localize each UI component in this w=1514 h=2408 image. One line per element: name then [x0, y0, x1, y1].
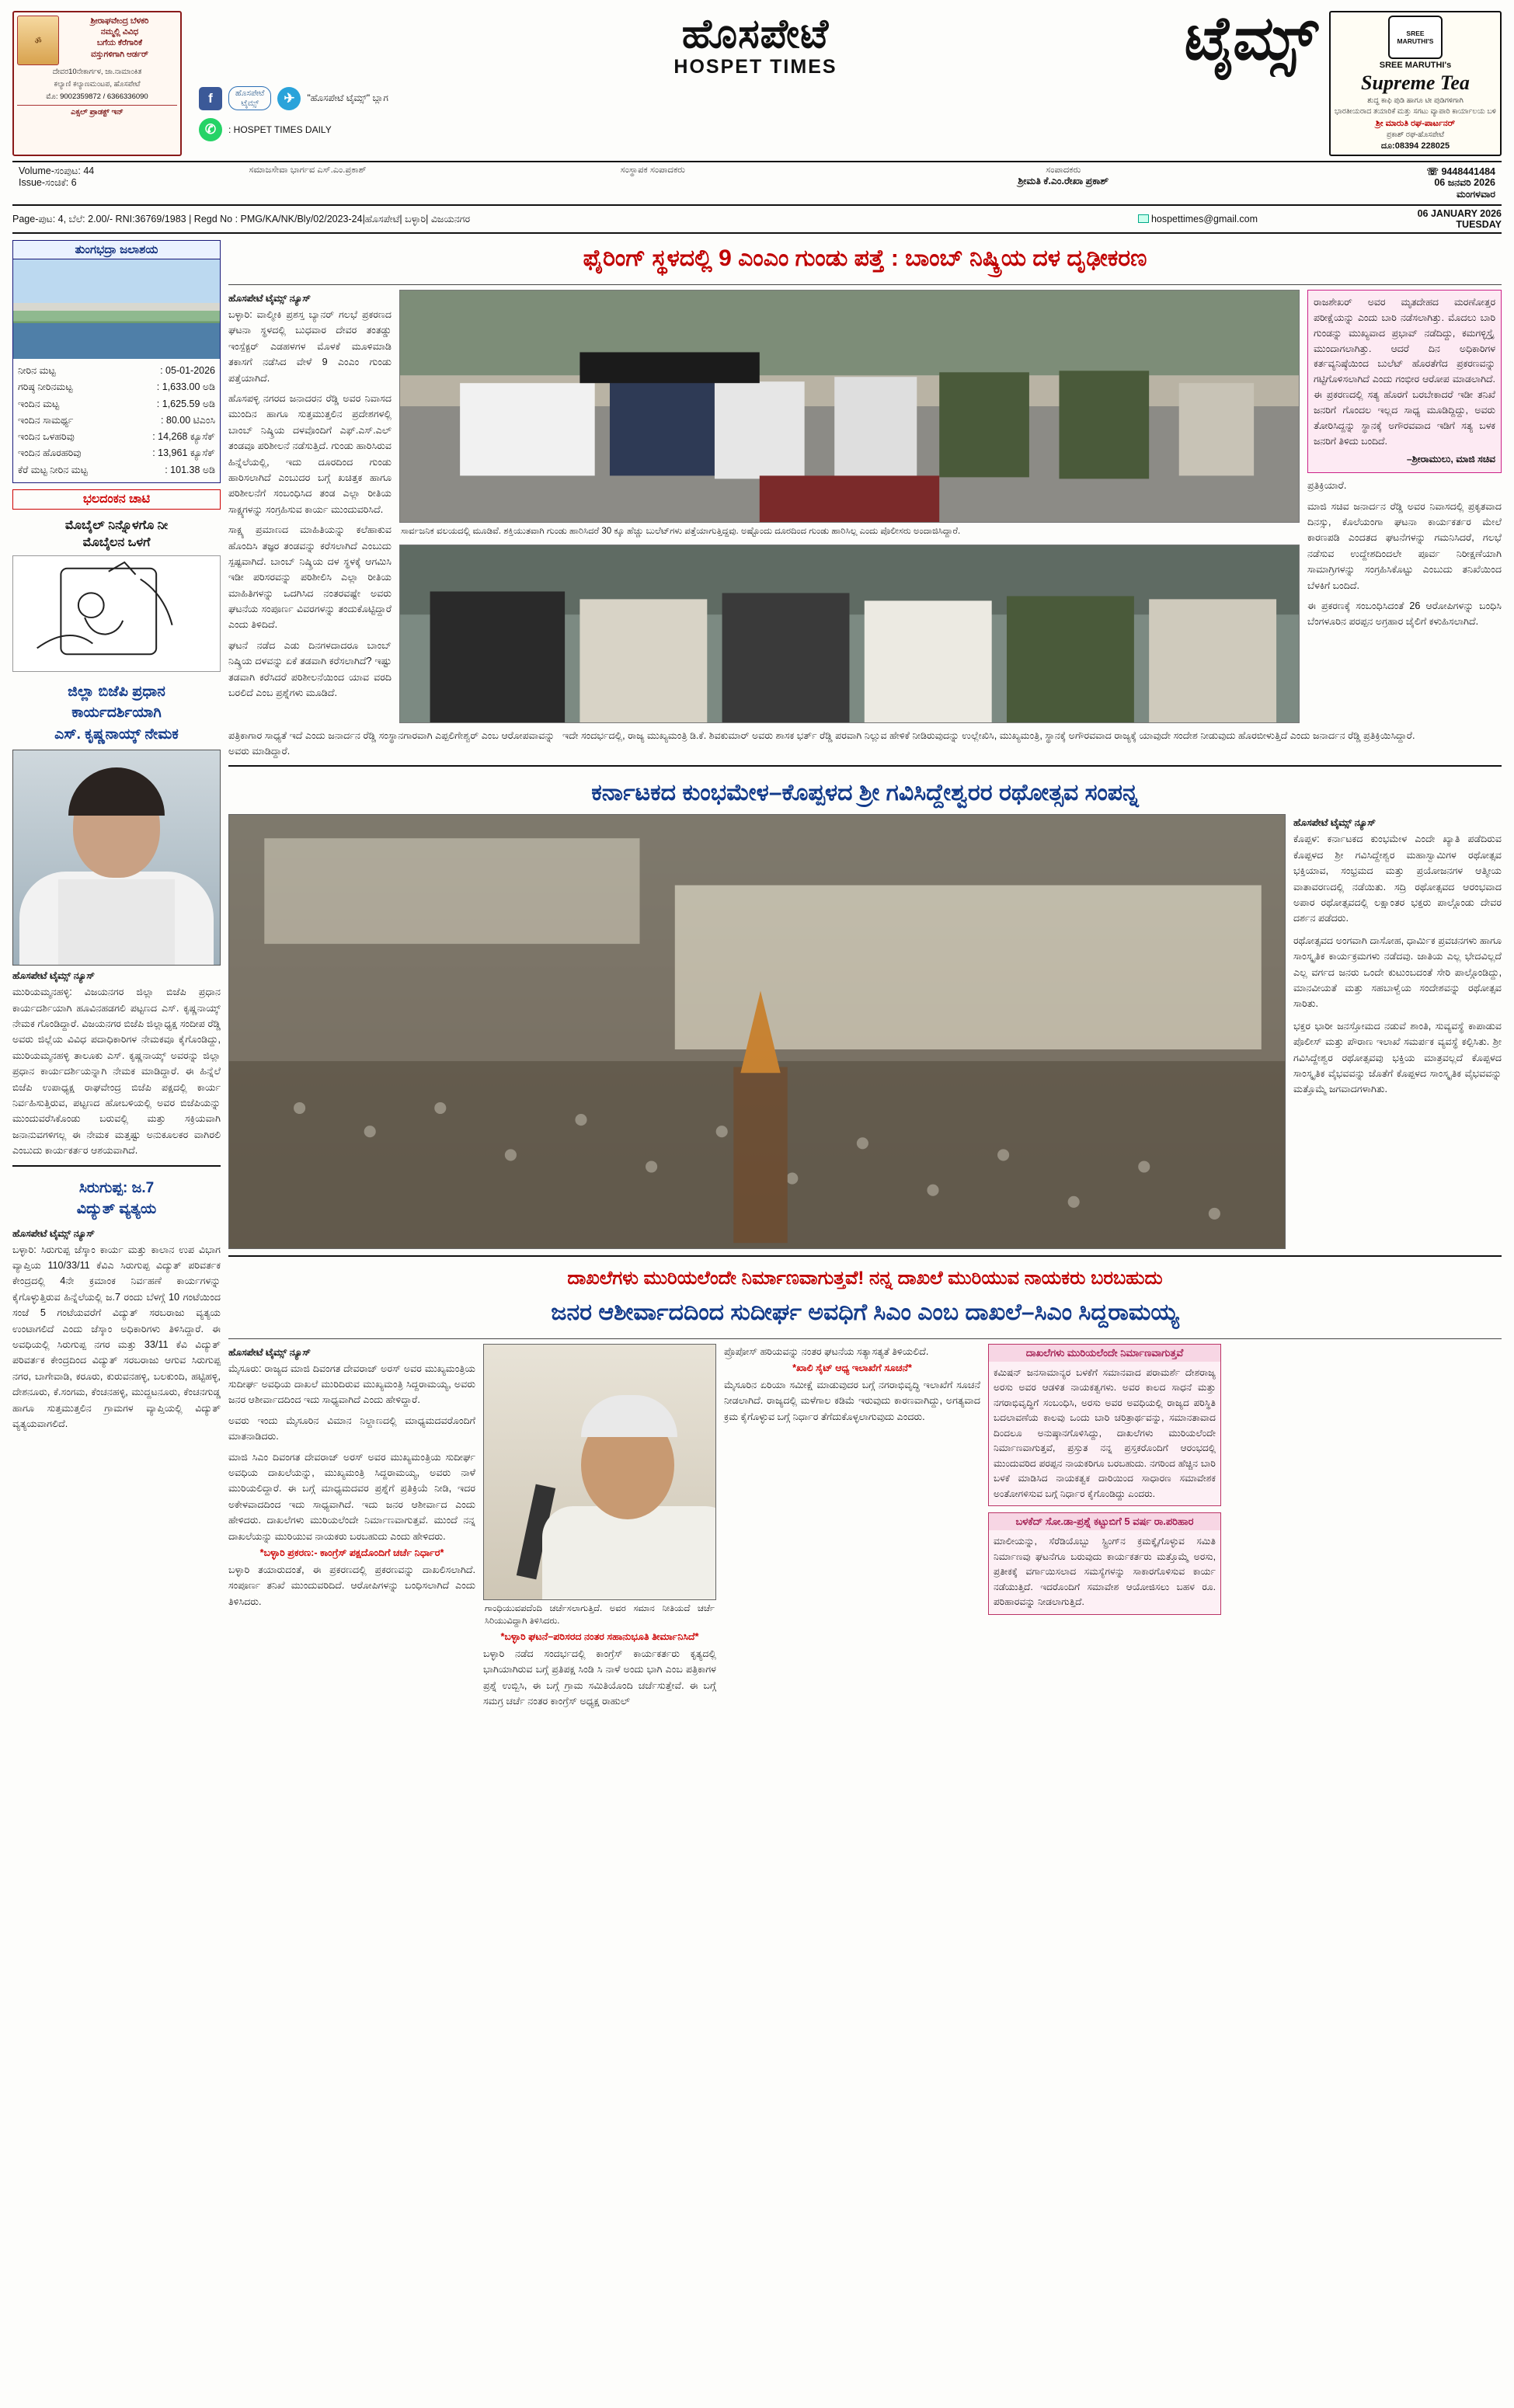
paper-title-english: HOSPET TIMES — [673, 56, 837, 78]
dam-row-label: ನೀರಿನ ಮಟ್ಟ — [18, 365, 56, 377]
advert-line-4: ವಸ್ತುಗಳಿಗಾಗಿ ಆರ್ಡರ್ — [90, 49, 148, 59]
firing-col3-p2: ಮಾಜಿ ಸಚಿವ ಜನಾರ್ದನ ರೆಡ್ಡಿ ಅವರ ನಿವಾಸದಲ್ಲಿ ಪ್ರಕೃತವಾದ ದಿನಸ್ಸು, ಕೊಲೆಯಂಗಾ ಘಟನಾ ಕಾರ್ಯಕರ್ತರ ಮೇಲೆ ಕಾರಣಪಡಿ ಎಂದತದ ಘಟನೆಗಳನ್ನು ಗಮನಿಸಿದರೆ, ಗಲಭೆ ನಡೆಸುವ ಉದ್ದೇಶದಿಂದಲೇ ಪೂರ್ವ ನಿರೀಕ್ಷಣೆಯಾಗಿ ಸಾಮಾಗ್ರಿಗಳನ್ನು ಸಂಗ್ರಹಿಸಿಕೊಟ್ಟು ಎಂಬುದು ತನಿಖೆಯಿಂದ ಬೆಳಕಿಗೆ ಬಂದಿದೆ. — [1307, 500, 1502, 591]
table-row — [18, 412, 215, 429]
bjp-byline: ಹೊಸಪೇಟೆ ಟೈಮ್ಸ್ ನ್ಯೂಸ್ — [12, 970, 95, 982]
volume-label: Volume-ಸಂಪುಟ: 44 — [19, 165, 95, 177]
bjp-leader-photo — [12, 750, 221, 966]
tea-partner: ಶ್ರೀ ಮಾರುತಿ ರಘ-ಪಾರ್ಟನರ್ — [1375, 118, 1456, 128]
firing-para-2: ಹೊಸಪಳ್ಳಿ ನಗರದ ಜನಾದರನ ರೆಡ್ಡಿ ಅವರ ನಿವಾಸದ ಮುಂದಿನ ಹಾಗೂ ಸುತ್ತಮುತ್ತಲಿನ ಪ್ರದೇಶಗಳಲ್ಲಿ ಬಾಂಬ್ ನಿಷ್ಕ್ರಿಯ ದಳವೊಂದಿಗೆ ಎಫ್.ಎಸ್.ಎಲ್ ತಂಡವೂ ಪರಿಶೀಲನೆ ನಡೆಸುತ್ತಿದೆ. ಗುಂಡು ಹಾರಿಸಿರುವ ಹಿನ್ನೆಲೆಯಲ್ಲಿ, ಇದು ದೂರದಿಂದ ಗುಂಡು ಹಾರಿಸಲಾಗಿದೆ ಎಂಬುದರ ಬಗ್ಗೆ ಖಚಿತ್ತಕ ಹಾಗೂ ಪರಿಶೀಲನೆಗೆ ಸಂಬಂಧಿಸಿದ ತಂಡ ಎಲ್ಲಾ ರೀತಿಯ ಸಾಕ್ಷ್ಯಗಳನ್ನು ಸಂಗ್ರಹಿಸುವ ಕಾರ್ಯ ಮುಂದುವರಿಸಿದೆ. — [228, 392, 392, 515]
dam-row-value: : 14,268 ಕ್ಯೂಸೆಕ್ — [152, 431, 215, 443]
power-headline-line-2: ವಿದ್ಯುತ್ ವ್ಯತ್ಯಯ — [76, 1201, 157, 1218]
bjp-headline-line-2: ಕಾರ್ಯದರ್ಶಿಯಾಗಿ — [71, 705, 162, 722]
masthead — [12, 4, 1502, 162]
cm-sidebar-box-1 — [988, 1344, 1221, 1507]
date-english-2: TUESDAY — [1456, 219, 1502, 231]
cm-sidebar-box-2 — [988, 1512, 1221, 1615]
registration-bar — [12, 206, 1502, 234]
table-row — [18, 379, 215, 395]
dam-row-label: ಕೆರೆ ಮಟ್ಟ ನೀರಿನ ಮಟ್ಟ — [18, 464, 88, 475]
whatsapp-icon[interactable]: ✆ — [199, 118, 222, 141]
date-english-1: 06 JANUARY 2026 — [1417, 208, 1502, 220]
dam-level-box — [12, 240, 221, 483]
firing-col3-p1: ಪ್ರತಿಕ್ರಿಯಾರೆ. — [1307, 480, 1347, 492]
cm-portrait-photo — [483, 1344, 716, 1600]
dam-row-value: : 05-01-2026 — [160, 365, 215, 377]
cm-col3-para-1: ಪ್ರೊಪೋಸ್ ಹರಿಯವನ್ನು ನಂತರ ಘಟನೆಯ ಸತ್ಯಾಸತ್ಯತೆ ತಿಳಿಯಲಿದೆ. — [724, 1345, 929, 1357]
cm-para-5: ಬಳ್ಳಾರಿ ನಡೆದ ಸಂದರ್ಭದಲ್ಲಿ ಕಾಂಗ್ರೆಸ್ ಕಾರ್ಯಕರ್ತರು ಕೃತ್ಯದಲ್ಲಿ ಭಾಗಿಯಾಗಿರುವ ಬಗ್ಗೆ ಪ್ರತಿಪಕ್ಷ ಸಿಂಡಿ ಸಿ ನಾಳೆ ಅಂದು ಭಾಗಿ ಎಂಬ ಪತ್ರಿಕಾಗಳ ಪ್ರಶ್ನೆ ಉಬ್ಬಿಸಿ, ಈ ಬಗ್ಗೆ ಗ್ರಾಮ ಸಮಿತಿಯೊಂದಿ ಚರ್ಚೆಸುತ್ತೇವೆ. ಈ ಬಗ್ಗೆ ಸಮಗ್ರ ಚರ್ಚೆ ನಂತರ ಕಾಂಗ್ರೆಸ್ ಅಧ್ಯಕ್ಷ ರಾಹುಲ್ — [483, 1648, 716, 1707]
firing-photo-caption: ಸಾರ್ವಜನಿಕ ವಲಯದಲ್ಲಿ ಮೂಡಿವೆ. ಶಕ್ತಿಯುತವಾಗಿ ಗುಂಡು ಹಾರಿಸಿದರೆ 30 ಕ್ಕೂ ಹೆಚ್ಚು ಬುಲೆಟ್‌ಗಳು ಪತ್ತೆಯಾಗುತ್ತಿದ್ದವು. ಅಷ್ಟೊಂದು ದೂರದಿಂದ ಗುಂಡು ಹಾರಿಸಿಲ್ಲ ಎಂದು ಪೊಲೀಸರು ಅಂದಾಜಿಸಿದ್ದಾರೆ. — [401, 527, 961, 537]
cartoon-title-line-1: ಮೊಬೈಲ್ ನಿನ್ನೊಳಗೊ ನೀ — [64, 518, 169, 532]
firing-scene-photo-1 — [399, 290, 1300, 523]
dam-row-value: : 1,633.00 ಅಡಿ — [156, 381, 215, 393]
telegram-label: "ಹೊಸಪೇಟೆ ಟೈಮ್ಸ್" ಬ್ಲಾಗ — [307, 92, 388, 104]
cm-headline: ಜನರ ಆಶೀರ್ವಾದದಿಂದ ಸುದೀರ್ಘ ಅವಧಿಗೆ ಸಿಎಂ ಎಂಬ ದಾಖಲೆ–ಸಿಎಂ ಸಿದ್ದರಾಮಯ್ಯ — [551, 1299, 1179, 1325]
firing-headline: ಫೈರಿಂಗ್ ಸ್ಥಳದಲ್ಲಿ 9 ಎಂಎಂ ಗುಂಡು ಪತ್ತೆ : ಬಾಂಬ್ ನಿಷ್ಕ್ರಿಯ ದಳ ದೃಢೀಕರಣ — [583, 245, 1147, 272]
bjp-headline-line-3: ಎಸ್. ಕೃಷ್ಣನಾಯ್ಕ್ ನೇಮಕ — [54, 726, 179, 743]
main-column — [228, 240, 1502, 1710]
dam-row-label: ಗರಿಷ್ಠ ನೀರಿನಮಟ್ಟ — [18, 381, 73, 393]
advert-line-3: ಬಗೆಯ ಕೆರೆಗಾರಿಕೆ — [96, 38, 143, 48]
tea-sub-2: ಭಾರತೀಯರಾದ ತಯಾರಿಕೆ ಮತ್ತು ಸಗಟು ವ್ಯಾಪಾರಿ ಕಾರ್ಯಾಲಯ ಬಳಿ — [1335, 107, 1496, 117]
table-row — [18, 462, 215, 478]
issue-label: Issue-ಸಂಚಿಕೆ: 6 — [19, 177, 77, 189]
dam-row-value: : 13,961 ಕ್ಯೂಸೆಕ್ — [152, 447, 215, 459]
email-address[interactable]: hospettimes@gmail.com — [1150, 214, 1258, 225]
editor-label: ಸಂಪಾದಕರು — [1046, 165, 1081, 176]
kumbh-para-1: ಕೊಪ್ಪಳ: ಕರ್ನಾಟಕದ ಕುಂಭಮೇಳ ಎಂದೇ ಖ್ಯಾತಿ ಪಡೆದಿರುವ ಕೊಪ್ಪಳದ ಶ್ರೀ ಗವಿಸಿದ್ದೇಶ್ವರ ಮಹಾಸ್ವಾಮಿಗಳ ರಥೋತ್ಸವ ಭಕ್ತಿಯಾವ, ಸಂಭ್ರಮದ ಮತ್ತು ಪ್ರಯೋಜನಗಳ ಆತ್ಮೀಯ ವಾತಾವರಣದಲ್ಲಿ ನಡೆಯಿತು. ಸದ್ರಿ ರಥೋತ್ಸವದ ಆರಂಭವಾದ ಅಪಾರ ರಥೋತ್ಸವದಲ್ಲಿ ಲಕ್ಷಾಂತರ ಭಕ್ತರು ಪಾಲ್ಗೊಂಡು ದೇವರ ದರ್ಶನ ಪಡೆದರು. — [1293, 833, 1502, 924]
dam-photo — [13, 259, 220, 359]
kumbh-headline: ಕರ್ನಾಟಕದ ಕುಂಭಮೇಳ–ಕೊಪ್ಪಳದ ಶ್ರೀ ಗವಿಸಿದ್ದೇಶ್ವರರ ರಥೋತ್ಸವ ಸಂಪನ್ನ — [591, 780, 1139, 806]
social-links — [194, 86, 1317, 110]
dam-row-value: : 1,625.59 ಅಡಿ — [156, 398, 215, 409]
firing-story — [228, 290, 1502, 723]
deity-image: ॐ — [17, 16, 59, 65]
tea-logo-icon — [1388, 16, 1443, 59]
power-byline: ಹೊಸಪೇಟೆ ಟೈಮ್ಸ್ ನ್ಯೂಸ್ — [12, 1227, 95, 1239]
dam-row-value: : 101.38 ಅಡಿ — [165, 464, 215, 475]
cm-kicker: ದಾಖಲೆಗಳು ಮುರಿಯಲೆಂದೇ ನಿರ್ಮಾಣವಾಗುತ್ತವೆ! ನನ್ನ ದಾಖಲೆ ಮುರಿಯುವ ನಾಯಕರು ಬರಬಹುದು — [567, 1268, 1163, 1289]
dam-data-list — [13, 359, 220, 482]
date-kannada-2: ಮಂಗಳವಾರ — [1456, 189, 1495, 200]
cm-para-1: ಮೈಸೂರು: ರಾಜ್ಯದ ಮಾಜಿ ದಿವಂಗತ ದೇವರಾಜ್ ಅರಸ್ ಅವರ ಮುಖ್ಯಮಂತ್ರಿಯ ಸುದೀರ್ಘ ಅವಧಿಯ ದಾಖಲೆ ಮುರಿದಿರುವ ಮುಖ್ಯಮಂತ್ರಿ ಸಿದ್ದರಾಮಯ್ಯ, ಅವರು ಜನರ ಆಶೀರ್ವಾದದಿಂದ ಇದು ಸಾಧ್ಯವಾಗಿದೆ ಎಂದು ಹೇಳಿದ್ದಾರೆ. — [228, 1362, 475, 1406]
facebook-icon[interactable]: f — [199, 87, 222, 110]
info-bar — [12, 162, 1502, 206]
table-row — [18, 429, 215, 445]
tea-sub-3: ಪ್ರಕಾಶ್ ರಘ-ಹೊಸಪೇಟೆ — [1386, 130, 1445, 139]
quote-attribution: –ಶ್ರೀರಾಮುಲು, ಮಾಜಿ ಸಚಿವ — [1406, 454, 1495, 465]
registration-text: Page-ಪುಟ: 4, ಬೆಲೆ: 2.00/- RNI:36769/1983 | Regd No : PMG/KA/NK/Bly/02/2023-24|ಹೊಸಪೇಟೆ| ಬಳ್ಳಾರಿ| ವಿಜಯನಗರ — [12, 213, 471, 224]
dam-row-value: : 80.00 ಟಿಎಂಸಿ — [160, 414, 215, 426]
advert-line-1: ಶ್ರೀರಾಘವೇಂದ್ರ ಬೆಳಕರಿ — [90, 16, 149, 26]
table-row — [18, 363, 215, 379]
table-row — [18, 396, 215, 412]
tea-advertisement — [1329, 11, 1502, 156]
cartoon-title-line-2: ಮೊಬೈಲನ ಒಳಗೆ — [82, 536, 151, 550]
date-kannada-1: 06 ಜನವರಿ 2026 — [1434, 177, 1495, 189]
kumbh-byline: ಹೊಸಪೇಟೆ ಟೈಮ್ಸ್ ನ್ಯೂಸ್ — [1293, 817, 1376, 829]
facebook-label-1: ಹೊಸಪೇಟೆ — [235, 89, 265, 98]
tea-brand: SREE MARUTHI's — [1379, 61, 1452, 70]
firing-para-4: ಘಟನೆ ನಡೆದ ಎಡು ದಿನಗಳದಾದರೂ ಬಾಂಬ್ ನಿಷ್ಕ್ರಿಯ ದಳವನ್ನು ಏಕೆ ತಡವಾಗಿ ಕರೆಸಲಾಗಿದೆ? ಇಷ್ಟು ತಡವಾಗಿ ಕರೆಸಿದರೆ ಪರಿಶೀಲನೆಯಿಂದ ಯಾವ ವರದಿ ಬರಲಿದೆ ಎಂಬ ಪ್ರಶ್ನೆಗಳು ಮೂಡಿದೆ. — [228, 639, 392, 699]
kumbh-para-3: ಭಕ್ತರ ಭಾರೀ ಜನಸ್ತೋಮದ ನಡುವೆ ಶಾಂತಿ, ಸುವ್ಯವಸ್ಥೆ ಕಾಪಾಡುವ ಪೊಲೀಸ್ ಮತ್ತು ಪೌರಾಣ ಇಲಾಖೆ ಸಮರ್ಪಕ ವ್ಯವಸ್ಥೆ ಕಲ್ಪಿಸಿತು. ಶ್ರೀ ಗವಿಸಿದ್ದೇಶ್ವರ ರಥೋತ್ಸವವು ಭಕ್ತಿಯ ಮಾತ್ರವಲ್ಲದೆ ಕೊಪ್ಪಳದ ಸಾಂಸ್ಕೃತಿಕ ವೈಭವವನ್ನು ಜೊತೆಗೆ ಕೊಪ್ಪಳದ ಸಾಂಸ್ಕೃತಿಕ ವೈಭವವನ್ನು ಮತ್ತೊಮ್ಮೆ ಜಗವಾದಗಳಾಗಿತು. — [1293, 1020, 1502, 1095]
whatsapp-row — [194, 118, 1317, 141]
publisher-label: ಸಮಾಜಸೇವಾ ಭಾರ್ಗವ ಎಸ್.ಎಂ.ಪ್ರಕಾಶ್ — [249, 165, 367, 176]
firing-scene-photo-2 — [399, 545, 1300, 723]
firing-byline: ಹೊಸಪೇಟೆ ಟೈಮ್ಸ್ ನ್ಯೂಸ್ — [228, 293, 311, 304]
cm-subhead-1: *ಬಳ್ಳಾರಿ ಪ್ರಕರಣ:- ಕಾಂಗ್ರೆಸ್ ಪಕ್ಷದೊಂದಿಗೆ ಚರ್ಚೆ ನಿರ್ಧಾರ* — [259, 1547, 444, 1558]
power-body: ಬಳ್ಳಾರಿ: ಸಿರುಗುಪ್ಪ ಜೆಸ್ಕಾಂ ಕಾರ್ಯ ಮತ್ತು ಕಾಲಾನ ಉಪ ವಿಭಾಗ ವ್ಯಾಪ್ತಿಯ 110/33/11 ಕೆವಿಎ ಸಿರುಗುಪ್ಪ ವಿದ್ಯುತ್ ಪರಿವರ್ತಕ ಕೇಂದ್ರದಲ್ಲಿ 4ನೇ ಕ್ರಮಾಂಕ ನಿರ್ವಹಣೆ ಕಾರ್ಯಗಳನ್ನು ಕೈಗೊಳ್ಳುತ್ತಿರುವ ಹಿನ್ನೆಲೆಯಲ್ಲಿ ಜ.7 ರಂದು ಬೆಳಗ್ಗೆ 10 ಗಂಟೆಯಿಂದ ಸಂಜೆ 5 ಗಂಟೆಯವರೆಗೆ ವಿದ್ಯುತ್ ಸರಬರಾಜು ವ್ಯತ್ಯಯ ಉಂಟಾಗಲಿದೆ ಎಂದು ಜೆಸ್ಕಾಂ ಅಧಿಕಾರಿಗಳು ತಿಳಿಸಿದ್ದಾರೆ. ಈ ಅವಧಿಯಲ್ಲಿ ಸಿರುಗುಪ್ಪ ನಗರ ಮತ್ತು 33/11 ಕೆವಿ ವಿದ್ಯುತ್ ಪರಿವರ್ತಕ ಕೇಂದ್ರದಿಂದ ವಿದ್ಯುತ್ ಸರಬರಾಜು ಆಗುವ ಸಿರುಗುಪ್ಪ ನಗರ, ಬಾಗೇವಾಡಿ, ಕರೂರು, ಕುರುವನಹಳ್ಳಿ, ಬಲಕುಂದಿ, ಹಟ್ಟಿಹಳ್ಳಿ, ದೇಶನೂರು, ಕೆ.ಸಂಗಮ, ಕೆಂಚನಹಳ್ಳಿ, ಮುದ್ದಟನೂರು, ಕೆಂಚನಗುಡ್ಡ ಹಾಗೂ ಸುತ್ತಮುತ್ತಲಿನ ಗ್ರಾಮಗಳ ವ್ಯಾಪ್ತಿಯಲ್ಲಿ ವಿದ್ಯುತ್ ವ್ಯತ್ಯಯವಾಗಲಿದೆ. — [12, 1244, 221, 1429]
masthead-left-advert — [12, 11, 182, 156]
firing-col3-p3: ಈ ಪ್ರಕರಣಕ್ಕೆ ಸಂಬಂಧಿಸಿದಂತೆ 26 ಆರೋಪಿಗಳನ್ನು ಬಂಧಿಸಿ ಬೆಂಗಳೂರಿನ ಪರಪ್ಪನ ಅಗ್ರಹಾರ ಜೈಲಿಗೆ ಕಳುಹಿಸಲಾಗಿದೆ. — [1307, 600, 1502, 628]
left-column — [12, 240, 221, 1710]
cm-sidebar-body-1: ಕಮಿಷನ್ ಜನಸಾಮಾನ್ಯರ ಬಳಕೆಗೆ ಸಮಾನವಾದ ಪರಾಮರ್ಶೆ ದೇಶರಾಜ್ಯ ಅರಸು ಅವರ ಆಡಳಿತ ನಾಯಕತ್ವಗಳು. ಅವರ ಕಾಲದ ಸಾಧನೆ ಮತ್ತು ನಗರಾಭಿವೃದ್ಧಿಗೆ ಸಂಬಂಧಿಸಿ, ಅರಸು ಅವರ ಅವಧಿಯಲ್ಲಿ ರಾಜ್ಯದ ಪರಿಸ್ಥಿತಿ ಬದಲಾವಣೆಯ ಕಾಲವು ಒಂದು ಬಾರಿ ಚರಿತ್ರಾರ್ಥವನ್ನು, ಸಮಾನತಾವಾದ ದಿಂದಲೂ ಅನುಷ್ಠಾನಗೊಳಿಸಿದ್ದು, ದಾಖಲೆಗಳು ಮುರಿಯಲೆಂದೇ ನಿರ್ಮಾಣವಾಗುತ್ತವೆ, ಪ್ರಸ್ತುತ ನನ್ನ ಪ್ರಸ್ತಕರೊಂದಿಗೆ ಆರಂಭದಲ್ಲಿ ಮುಂದುವರಿದ ಪರಪ್ಪನ ನಾಯಕರಿಗೂ ಬರಬಹುದು. ನಗರಿಂದ ಹೆಚ್ಚಿನ ಬಾರಿ ಬಳಕೆ ಮಾಡಿಸಿದ ನಾಯಕತ್ವಕ ದಾರಿಯಿಂದ ಸಾಧಾರಣ ಸಮಾವೇಶಕ ಅಂತೋಗಳಿಸುವ ಬಗ್ಗೆ ನಿರ್ಧಾರ ಕೈಗೊಂಡಿದ್ದು ಎಂದರು. — [994, 1366, 1216, 1499]
dam-row-label: ಇಂದಿನ ಒಳಹರಿವು — [18, 431, 75, 443]
power-headline-line-1: ಸಿರುಗುಪ್ಪ: ಜ.7 — [78, 1179, 155, 1196]
cm-photo-caption: ಗಾಂಧಿಯುವಪದೆಂದಿ ಚರ್ಚೆಸಲಾಗುತ್ತಿದೆ. ಅವರ ಸಮಾನ ನೀತಿಯದೆ ಚರ್ಚೆ ಸಿರಿಯುವಿದ್ದಾಗಿ ತಿಳಿಸಿದರು. — [485, 1603, 715, 1627]
cartoon-section-header: ಭಲದಂಕನ ಚಾಟಿ — [12, 489, 221, 510]
paper-title-times: ಟೈಮ್ಸ್ — [1182, 4, 1321, 72]
bjp-headline-line-1: ಜಿಲ್ಲಾ ಬಿಜೆಪಿ ಪ್ರಧಾನ — [68, 683, 165, 700]
page-content — [12, 240, 1502, 1710]
cm-para-4: ಬಳ್ಳಾರಿ ತಯಾರುದಂತೆ, ಈ ಪ್ರಕರಣದಲ್ಲಿ ಪ್ರಕರಣವನ್ನು ದಾಖಲಿಸಲಾಗಿದೆ. ಸಂಪೂರ್ಣ ತನಿಖೆ ಮುಂದುವರಿದಿದೆ. ಆರೋಪಿಗಳನ್ನು ಬಂಧಿಸಲಾಗಿದೆ ಎಂದು ತಿಳಿಸಿದರು. — [228, 1564, 475, 1607]
cartoon-image — [12, 555, 221, 672]
whatsapp-label: : HOSPET TIMES DAILY — [228, 124, 332, 136]
paper-title-kannada: ಹೊಸಪೇಟೆ — [681, 12, 830, 57]
founder-editor-label: ಸಂಸ್ಥಾಪಕ ಸಂಪಾದಕರು — [620, 165, 685, 176]
masthead-center — [190, 4, 1321, 156]
kumbh-para-2: ರಥೋತ್ಸವದ ಅಂಗವಾಗಿ ದಾಸೋಹ, ಧಾರ್ಮಿಕ ಪ್ರವಚನಗಳು ಹಾಗೂ ಸಾಂಸ್ಕೃತಿಕ ಕಾರ್ಯಕ್ರಮಗಳು ನಡೆದವು. ಜಾತಿಯ ಎಲ್ಲ ಭೇದವಿಲ್ಲದೆ ಎಲ್ಲ ವರ್ಗದ ಜನರು ಒಂದೇ ಕುಟುಂಬದಂತೆ ಸೇರಿ ಪಾಲ್ಗೊಂಡಿದ್ದು, ಮಾನವೀಯತೆ ಮತ್ತು ಸಹಬಾಳ್ವೆಯ ಸಂದೇಶವನ್ನು ರಥೋತ್ಸವ ಸಾರಿತು. — [1293, 934, 1502, 1010]
bjp-body: ಮುರಿಯಮ್ಮನಹಳ್ಳಿ: ವಿಜಯನಗರ ಜಿಲ್ಲಾ ಬಿಜೆಪಿ ಪ್ರಧಾನ ಕಾರ್ಯದರ್ಶಿಯಾಗಿ ಹೂವಿನಹಡಗಲಿ ಪಟ್ಟಣದ ಎಸ್. ಕೃಷ್ಣನಾಯ್ಕ್ ನೇಮಕ ಗೊಂಡಿದ್ದಾರೆ. ವಿಜಯನಗರ ಬಿಜೆಪಿ ಜಿಲ್ಲಾಧ್ಯಕ್ಷ ಸಂದೀಪ ರೆಡ್ಡಿ ಅವರು ಜಿಲ್ಲೆಯ ವಿವಿಧ ಪದಾಧಿಕಾರಿಗಳ ನೇಮಕವೂ ಕೈಗೊಂಡಿದ್ದು, ಮುರಿಯಮ್ಮನಹಳ್ಳಿ ತಾಲೂಕು ಎಸ್. ಕೃಷ್ಣನಾಯ್ಕ್ ಅವರನ್ನು ಜಿಲ್ಲಾ ಪ್ರಧಾನ ಕಾರ್ಯದರ್ಶಿಯನ್ನಾಗಿ ನೇಮಕ ಮಾಡಿದ್ದಾರೆ. ಈ ಹಿನ್ನೆಲೆ ಬಿಜೆಪಿ ಉಪಾಧ್ಯಕ್ಷ ರಾಘವೇಂದ್ರ ಬಿಜೆಪಿ ಪಕ್ಷದಲ್ಲಿ ಕಾರ್ಯ ನಿರ್ವಹಿಸುತ್ತಿರುವ, ಪಟ್ಟಣದ ಹೋಬಳಿಯಲ್ಲಿ ಅವರ ಬಿಜೆಪಿಯನ್ನು ಮುಂದುವರೆಸಿಕೊಂಡು ಬರುವಲ್ಲಿ ಮತ್ತು ಸಕ್ರಿಯವಾಗಿ ಜನಾನುವಗಳಿಗಲ್ಲ ಈ ನೇಮಕ ಮತ್ತಷ್ಟು ಅನುಕೂಲಕರ ವಾಗಿರಲಿ ಎಂಬುದು ಕಾರ್ಯಕರ್ತರ ಆಶಯವಾಗಿದೆ. — [12, 987, 221, 1157]
cm-col3-subhead: *ಖಾಲಿ ಸೈಟ್ ಆಧ್ಯ ಇಲಾಖೆಗೆ ಸೂಚನೆ* — [792, 1362, 912, 1374]
firing-col2-b: ಇದೇ ಸಂದರ್ಭದಲ್ಲಿ, ರಾಜ್ಯ ಮುಖ್ಯಮಂತ್ರಿ ಡಿ.ಕೆ. ಶಿವಕುಮಾರ್ ಅವರು ಶಾಸಕ ಭರ್ತ್ ರೆಡ್ಡಿ ಪರವಾಗಿ ನಿಲ್ಲುವ ಹೇಳಿಕೆ ನೀಡಿರುವುದನ್ನು ಉಲ್ಲೇಖಿಸಿ, ಮುಖ್ಯಮಂತ್ರಿ, ಸ್ಥಾನಕ್ಕೆ ಅಗೌರವವಾದ ರಾಜ್ಯಕ್ಕೆ ಯಾವುದೇ ಸಂದೇಶ ನೀಡುವುದು ಹೊರಬೀಳುತ್ತಿದೆ ಎಂದು ಜನಾರ್ದನ ರೆಡ್ಡಿ ಪ್ರತಿಕ್ರಿಯಿಸಿದ್ದಾರೆ. — [562, 729, 1415, 741]
cm-byline: ಹೊಸಪೇಟೆ ಟೈಮ್ಸ್ ನ್ಯೂಸ್ — [228, 1346, 311, 1358]
advert-phone: ಮೊ: 9002359872 / 6366336090 — [46, 92, 148, 101]
firing-lead: ಬಳ್ಳಾರಿ: ವಾಲ್ಮೀಕಿ ಪ್ರಶಸ್ತ ಬ್ಯಾನರ್ ಗಲಭೆ ಪ್ರಕರಣದ ಘಟನಾ ಸ್ಥಳದಲ್ಲಿ ಬುಧವಾರ ದೇವರ ತಂತಡ್ಡು ಇಂಸ್ಪೆಕ್ಟರ್ ಎಡಹಳಗಳ ಮೊಳಕೆ ಮೂಳಿಮಾಡಿ ತಕಾಸಗೆ ನಡೆಸಿದ ವೇಳೆ 9 ಎಂಎಂ ಗುಂಡು ಪತ್ತೆಯಾಗಿದೆ. — [228, 309, 392, 384]
quote-text: ರಾಜಶೇಖರ್ ಅವರ ಮೃತದೇಹದ ಮರಣೋತ್ತರ ಪರೀಕ್ಷೆಯನ್ನು ಎಂದು ಬಾರಿ ನಡೆಸಲಾಗಿತ್ತು. ಮೊದಲು ಬಾರಿ ಗುಂಡನ್ನು ಮುಖ್ಯವಾದ ಪ್ರಭಾವ್ ನಡೆದಿದ್ದು, ಕಮಗಳ್ಳಿಸ್ತ್ರೈ ಮುಂದಾಗಲಾಗಿತ್ತು. ಆದರೆ ದಿನ ಅಧಿಕಾರಿಗಳ ಕರ್ತವ್ಯನಿಷ್ಠೆಯಿಂದ ಬುಲೆಟ್ ಹೊರತೆಗೆದ ಪ್ರಕರಣವನ್ನು ಗಟ್ಟಿಗೊಳಿಸಲಾಗಿದೆ ಎಂದು ಗಂಭೀರ ಆರೋಪ ಮಾಡಲಾಗಿದೆ. ಈ ಪ್ರಕರಣದಲ್ಲಿ ಸತ್ಯ ಹೊರಗೆ ಬರಬೇಕಾದರೆ ಇಡೀ ತನಿಖೆ ಜನರಿಗೆ ಗೊಂದಲ ಇಲ್ಲದ ಸಾಧ್ಯ ಮೂಡಿದ್ದಿದ್ದು, ಅವರು ತೋರಿಸಿದ್ದನ್ನು ಸ್ಥಾನಕ್ಕೆ ಅಗೌರವವಾದ ಇಡಿಗೆ ಸತ್ಯ ಬಳಕ ಜನರಿಗೆ ತಿಳಿದು ಬಂದಿದೆ. — [1314, 297, 1495, 447]
bjp-headline — [12, 677, 221, 750]
firing-col2-a: ಪತ್ರಿಕಾಗಾರ ಸಾಧ್ಯತೆ ಇದೆ ಎಂದು ಜನಾರ್ದನ ರೆಡ್ಡಿ ಸಂಸ್ಥಾನಗಾರವಾಗಿ ಎಪ್ಪಲಿಗೇಶ್ವರ್ ಎಂಬ ಆರೋಪವಾವನ್ನು ಅವರು ಮಾಡಿದ್ದಾರೆ. — [228, 729, 555, 757]
mail-icon — [1138, 214, 1149, 223]
tea-logo-line-2: MARUTHI'S — [1397, 37, 1434, 45]
firing-para-3: ಸಾಕ್ಷ್ಯ ಪ್ರಮಾಣದ ಮಾಹಿತಿಯನ್ನು ಕಲೆಹಾಕುವ ಹೊಂದಿಸಿ ತಜ್ಞರ ತಂಡವನ್ನು ಕರೆಸಲಾಗಿದೆ ಎಂಬುದು ಸ್ಪಷ್ಟವಾಗಿದೆ. ಬಾಂಬ್ ನಿಷ್ಕ್ರಿಯ ದಳ ಸ್ಥಳಕ್ಕೆ ಆಗಮಿಸಿ ಇಡೀ ಪರಿಸರವನ್ನು ಪರಿಶೀಲಿಸಿ ಎಲ್ಲಾ ರೀತಿಯ ಮಾಹಿತಿಗಳನ್ನು ಒದಗಿಸಿದ ನಂತರವಷ್ಟೇ ಅವರು ಘಟನೆಯ ಸಂಪೂರ್ಣ ವಿವರಗಳನ್ನು ತಂದುಕೊಟ್ಟಿದ್ದಾರೆ ಎಂದು ತಿಳಿದಿದೆ. — [228, 524, 392, 631]
advert-sub-2: ಕಲ್ಯಾಣಿ ಕಲ್ಯಾಣಮಂಟಪ, ಹೊಸಪೇಟೆ — [54, 79, 141, 89]
table-row — [18, 445, 215, 461]
editor-phone: 9448441484 — [1441, 166, 1495, 178]
cm-subhead-2: *ಬಳ್ಳಾರಿ ಘಟನೆ–ಪರಿಸರದ ನಂತರ ಸಹಾನುಭೂತಿ ತೀರ್ಮಾನಿಸಿದೆ* — [500, 1631, 699, 1643]
cm-para-2: ಅವರು ಇಂದು ಮೈಸೂರಿನ ವಿಮಾನ ನಿಲ್ದಾಣದಲ್ಲಿ ಮಾಧ್ಯಮದವರೊಂದಿಗೆ ಮಾತನಾಡಿದರು. — [228, 1415, 475, 1442]
advert-bottom: ಎಕ್ಸಲ್ ಪ್ರಾಡಕ್ಟ್ ಇನ್ — [17, 105, 177, 117]
tea-phone: ದೂ:08394 228025 — [1380, 141, 1450, 151]
editor-name: ಶ್ರೀಮತಿ ಕೆ.ಎಂ.ರೇಖಾ ಪ್ರಕಾಶ್ — [1018, 176, 1109, 187]
dam-row-label: ಇಂದಿನ ಮಟ್ಟ — [18, 398, 60, 409]
cm-sidebar-title-2: ಬಳಕೆದ್ ಸೋ.ಡಾ-ಪ್ರಶ್ನೆ ಕಟ್ಟುಬಿಗೆ 5 ವರ್ಷ ರಾ.ಪರಿಹಾರ — [989, 1513, 1220, 1530]
power-headline — [12, 1173, 221, 1225]
cm-para-3: ಮಾಜಿ ಸಿಎಂ ದಿವಂಗತ ದೇವರಾಜ್ ಅರಸ್ ಅವರ ಮುಖ್ಯಮಂತ್ರಿಯ ಸುದೀರ್ಘ ಅವಧಿಯ ದಾಖಲೆಯನ್ನು, ಮುಖ್ಯಮಂತ್ರಿ ಸಿದ್ದರಾಮಯ್ಯ, ಅವರು ನಾಳೆ ಮುರಿಯಲಿದ್ದಾರೆ. ಈ ಬಗ್ಗೆ ಮಾಧ್ಯಮದವರ ಪ್ರಶ್ನೆಗೆ ಪ್ರತಿಕ್ರಿಯೆ ನೀಡಿ, ಇದರ ಅಕೇಳವಾದದಿಂದ ಇದು ಸಾಧ್ಯವಾಗಿದೆ. ಇದು ಜನರ ಆಶೀರ್ವಾದ ಎಂದು ಹೇಳಿದರು. ದಾಖಲೆಗಳು ಮುರಿಯಲೆಂದೇ ನಿರ್ಮಾಣವಾಗುತ್ತವೆ. ಮುಂದೆ ನನ್ನ ದಾಖಲೆಯನ್ನು ಮುರಿಯುವ ನಾಯಕರು ಬರಬಹುದು ಎಂದು ಹೇಳಿದರು. — [228, 1451, 475, 1542]
kumbh-crowd-photo — [228, 814, 1286, 1249]
advert-line-2: ನಮ್ಮಲ್ಲಿ ವಿವಿಧ — [100, 27, 139, 37]
cm-sidebar-body-2: ಮಾಲೀಯನ್ನು, ಸೆರೆಡಿಯೊಬ್ಬು ಸ್ಟ್ರಿಂಗ್‌ನ ಕ್ರಮಕ್ಕೈಗೊಳ್ಳುವ ಸಮಿತಿ ನಿರ್ಮಾಣವು ಘಟನೆಗೂ ಬರುವುದು ಕಾರ್ಯಕರ್ತರು ಮತ್ತೊಮ್ಮೆ ಅರಸು, ಪ್ರತೀಕಕ್ಕೆ ವರ್ಗಾಯಿಸಲಾದ ಸಮಸ್ಯೆಗಳನ್ನು ಸಾಕಾರಗೊಳಿಸುವ ಕಾರ್ಯ ನಡೆಯುತ್ತಿದೆ. ಇದರೊಂದಿಗೆ ಸಮಾವೇಶ ಆಯೋಜಿಸಲು ಬಹಳ ರೂ. ಪರಿಹಾರವನ್ನು ನೀಡಲಾಗುತ್ತಿದೆ. — [994, 1536, 1216, 1608]
tea-logo-line-1: SREE — [1406, 30, 1425, 37]
dam-row-label: ಇಂದಿನ ಹೊರಹರಿವು — [18, 447, 82, 459]
dam-row-label: ಇಂದಿನ ಸಾಮರ್ಥ್ಯ — [18, 414, 74, 426]
tea-sub-1: ಶುದ್ಧ ಕಾಫಿ ಪುಡಿ ಹಾಗೂ ಟೀ ಪುಡಿಗಳಿಗಾಗಿ — [1367, 96, 1464, 105]
telegram-icon[interactable]: ✈ — [277, 87, 301, 110]
shriramulu-quote-box — [1307, 290, 1502, 473]
cm-col3-para-2: ಮೈಸೂರಿನ ಏರಿಯಾ ಸಮೀಕ್ಷೆ ಮಾಡುವುದರ ಬಗ್ಗೆ ನಗರಾಭಿವೃದ್ಧಿ ಇಲಾಖೆಗೆ ಸೂಚನೆ ನೀಡಲಾಗಿದೆ. ರಾಜ್ಯದಲ್ಲಿ ಮಳೆಗಾಲ ಕಡಿಮೆ ಇರುವುದು ಕಾರಣವಾಗಿದ್ದು, ಅಗತ್ಯವಾದ ಕ್ರಮ ಕೈಗೊಳ್ಳುವ ಬಗ್ಗೆ ನಿರ್ಧಾರ ತೆಗೆದುಕೊಳ್ಳಲಾಗುವುದು ಎಂದರು. — [724, 1380, 980, 1422]
tea-product-name: Supreme Tea — [1361, 71, 1470, 94]
cm-story — [228, 1344, 1502, 1710]
cartoon-title — [12, 514, 221, 555]
facebook-label-2: ಟೈಮ್ಸ್ — [241, 98, 259, 108]
phone-icon: ☏ — [1426, 166, 1439, 178]
dam-box-title: ತುಂಗಭದ್ರಾ ಜಲಾಶಯ — [13, 241, 220, 259]
advert-sub-1: ದೇವರ10ನೇಕಾರ್ಗಳ, ಜಾ.ನಾಮಾಂಕಿತ — [52, 68, 142, 76]
cm-sidebar-title-1: ದಾಖಲೆಗಳು ಮುರಿಯಲೆಂದೇ ನಿರ್ಮಾಣವಾಗುತ್ತವೆ — [989, 1345, 1220, 1362]
